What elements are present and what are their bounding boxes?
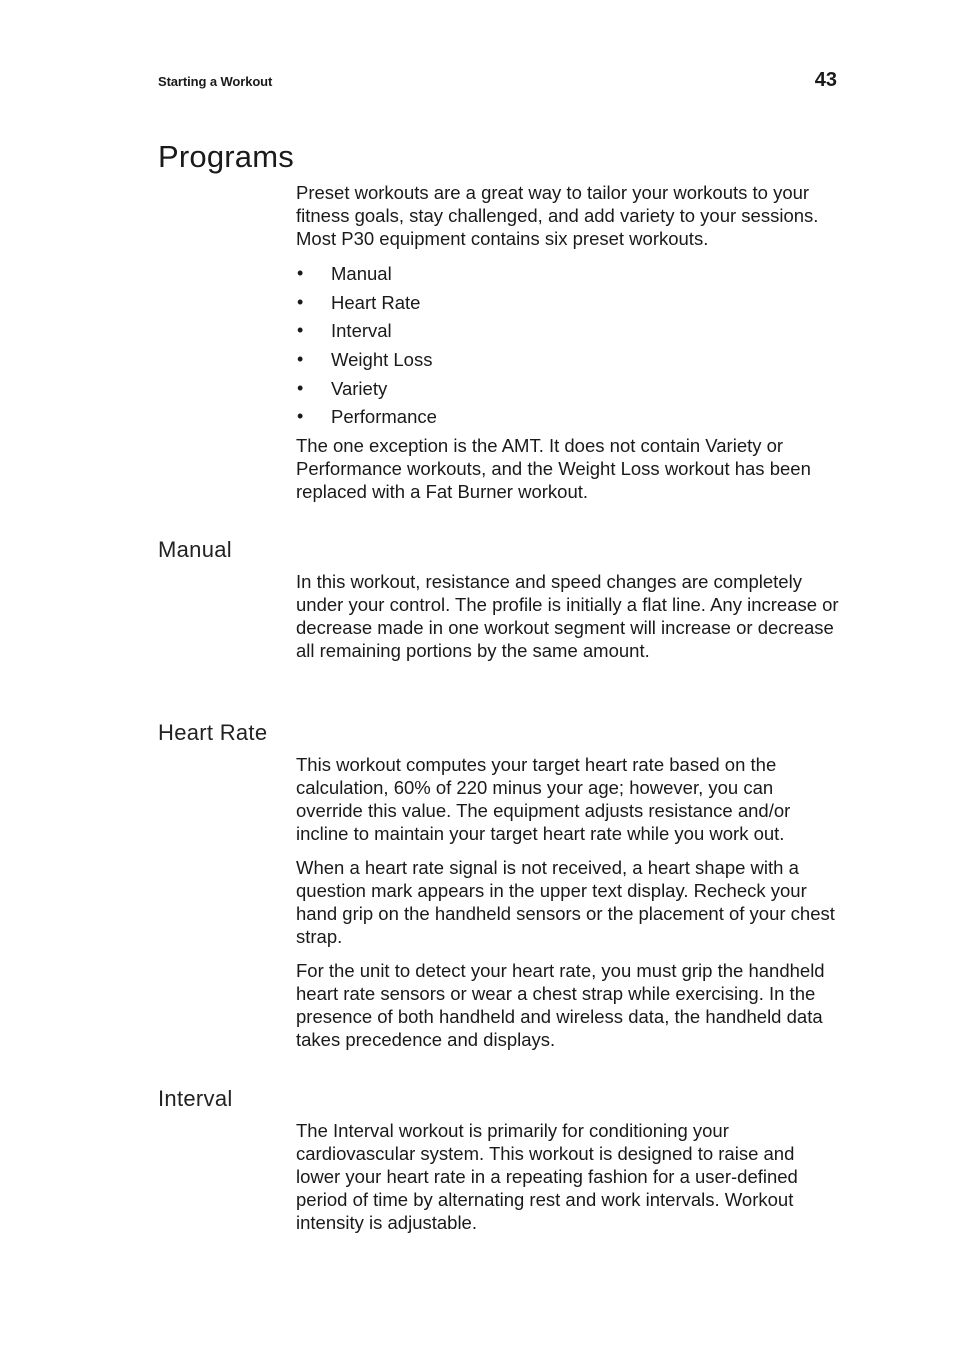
programs-intro-block xyxy=(296,181,841,250)
bullet-icon: • xyxy=(297,406,304,427)
page-number: 43 xyxy=(814,69,837,91)
heart-rate-block-1 xyxy=(296,753,841,845)
bullet-icon: • xyxy=(297,320,304,341)
list-item xyxy=(296,348,437,377)
manual-paragraph: In this workout, resistance and speed changes are completely under your control. The profile is initially a flat line. Any increase or decrease made in one workout segment will increase or decrease all remaining portions by the same amount. xyxy=(296,571,839,661)
heart-rate-paragraph-2: When a heart rate signal is not received, a heart shape with a question mark appears in the upper text display. Recheck your hand grip on the handheld sensors or the placement of your chest strap. xyxy=(296,857,835,947)
bullet-icon: • xyxy=(297,377,304,398)
list-item-label: Manual xyxy=(331,263,392,284)
interval-block xyxy=(296,1119,841,1234)
section-title-programs: Programs xyxy=(158,139,294,174)
list-item xyxy=(296,319,437,348)
list-item xyxy=(296,377,437,406)
programs-exception-block xyxy=(296,434,841,503)
manual-block xyxy=(296,570,841,662)
interval-paragraph: The Interval workout is primarily for conditioning your cardiovascular system. This workout is designed to raise and lower your heart rate in a repeating fashion for a user-defined period of time by alternating rest and work intervals. Workout intensity is adjustable. xyxy=(296,1120,798,1233)
list-item xyxy=(296,405,437,434)
subsection-title-heart-rate: Heart Rate xyxy=(158,720,268,745)
list-item-label: Weight Loss xyxy=(331,349,433,371)
list-item xyxy=(296,262,437,291)
list-item xyxy=(296,291,437,320)
subsection-title-interval: Interval xyxy=(158,1086,233,1111)
list-item-label: Heart Rate xyxy=(331,291,421,313)
preset-workouts-list xyxy=(296,262,437,434)
heart-rate-paragraph-3: For the unit to detect your heart rate, you must grip the handheld heart rate sensors or wear a chest strap while exercising. In the presence of both handheld and wireless data, the handheld data takes precedence and displays. xyxy=(296,960,825,1050)
programs-exception-paragraph: The one exception is the AMT. It does not contain Variety or Performance workouts, and the Weight Loss workout has been replaced with a Fat Burner workout. xyxy=(296,435,811,502)
bullet-icon: • xyxy=(297,263,304,283)
list-item-label: Performance xyxy=(331,406,437,428)
heart-rate-paragraph-1: This workout computes your target heart rate based on the calculation, 60% of 220 minus your age; however, you can override this value. The equipment adjusts resistance and/or incline to maintain your target heart rate while you work out. xyxy=(296,754,791,844)
subsection-title-manual: Manual xyxy=(158,537,232,562)
running-head: Starting a Workout xyxy=(158,74,273,89)
heart-rate-block-2 xyxy=(296,856,841,948)
list-item-label: Interval xyxy=(331,320,392,342)
heart-rate-block-3 xyxy=(296,959,841,1051)
list-item-label: Variety xyxy=(331,377,388,399)
bullet-icon: • xyxy=(297,291,304,312)
programs-intro-paragraph: Preset workouts are a great way to tailor your workouts to your fitness goals, stay challenged, and add variety to your sessions. Most P30 equipment contains six preset workouts. xyxy=(296,182,819,249)
bullet-icon: • xyxy=(297,349,304,370)
